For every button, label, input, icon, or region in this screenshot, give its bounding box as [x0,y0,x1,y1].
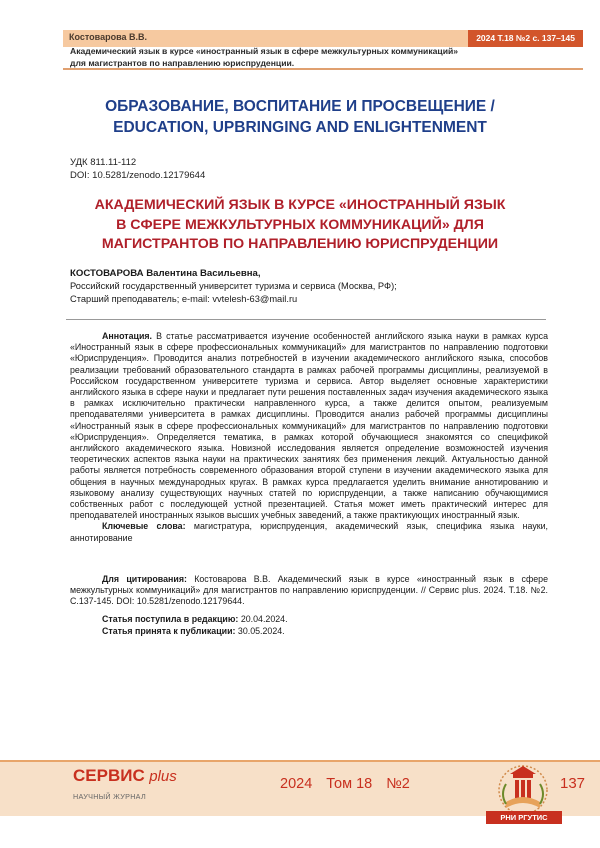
author-affiliation: Российский государственный университет туризма и сервиса (Москва, РФ); [70,281,397,291]
section-title [60,96,540,138]
keywords-text: магистратура, юриспруденция, академический язык, специфика языка науки, аннотирование [70,521,549,543]
divider [66,319,546,320]
header-issue-badge: 2024 Т.18 №2 с. 137–145 [468,30,583,47]
header-band [63,30,583,47]
issue-info [280,776,420,792]
accepted-label: Статья принята к публикации: [102,625,236,636]
received-date [102,614,288,626]
journal-logo [73,766,177,801]
header-author: Костоварова В.В. [69,32,147,42]
running-title-line2: для магистрантов по направлению юриспруденции. [70,57,295,68]
citation [70,574,548,608]
keywords [70,521,548,543]
abstract-paragraph [70,331,548,521]
issue-volume: Том 18 [326,776,373,792]
section-title-ru: ОБРАЗОВАНИЕ, ВОСПИТАНИЕ И ПРОСВЕЩЕНИЕ / [105,98,495,115]
running-title-line1: Академический язык в курсе «иностранный язык в сфере межкультурных коммуникаций» [70,46,459,56]
abstract-text: В статье рассматривается изучение особенностей английского языка науки в рамках курса «Иностранный язык в сфере профессиональных коммуникаций» для магистрантов по направлению подготовки «Юриспруденция». Проводится анализ потребностей в изучении академического английского языка, способов реализации требований образовательного стандарта в рамках рабочей программы дисциплины, реализуемой в Российском государственном университете туризма и сервиса. Автор выделяет основные характеристики английского языка в сфере науки и предлагает пути решения поставленных задач изучения академического языка в рамках исключительно практически направленного курса, а также делится опытом, реализуемым преподавателями университета в рамках дисциплины. Проводится анализ рабочей программы дисциплины «Иностранный язык в сфере профессиональных коммуникаций» для магистрантов по направлению подготовки «Юриспруденция». Определяется тематика, в рамках которой обучающиеся знакомятся со спецификой английского академического языка. Новизной исследования является определение возможностей изучения теоретических аспектов языка науки на практических занятиях без применения лекций. Актуальностью данной работы является потребность современного образования второй ступени в изучении академического языка для общения в научных международных кругах. В рамках курса предлагается уделить внимание аннотированию и языковому анализу существующих научных статей по юриспруденции, а также написанию обучающимися собственных работ с последующей устной презентацией. Статья может иметь практический интерес для преподавателей иностранных языков высших учебных заведений, а также практикующих иностранный язык. [70,331,548,521]
received-label: Статья поступила в редакцию: [102,614,239,624]
article-title-line2: В СФЕРЕ МЕЖКУЛЬТУРНЫХ КОММУНИКАЦИЙ» ДЛЯ [116,216,484,233]
logo-label: РНИ РГУТИС [486,811,562,824]
abstract-label: Аннотация. [102,331,152,341]
article-title [60,196,540,255]
accepted-date [102,626,288,638]
section-title-en: EDUCATION, UPBRINGING AND ENLIGHTENMENT [113,119,487,136]
abstract [70,331,548,544]
running-title [70,46,580,69]
article-dates [102,614,288,637]
author-block [70,267,550,306]
keywords-label: Ключевые слова: [102,521,186,532]
citation-label: Для цитирования: [102,574,187,584]
article-meta [70,157,205,182]
udc: УДК 811.11-112 [70,157,137,168]
received-value: 20.04.2024. [240,614,288,624]
doi: DOI: 10.5281/zenodo.12179644 [70,169,206,181]
issue-number: №2 [386,776,410,792]
journal-plus: plus [149,768,177,785]
author-position: Старший преподаватель; e-mail: vvtelesh-63@mail.ru [70,294,298,304]
issue-year: 2024 [280,776,313,792]
article-title-line3: МАГИСТРАНТОВ ПО НАПРАВЛЕНИЮ ЮРИСПРУДЕНЦИИ [101,236,499,252]
journal-subtitle: НАУЧНЫЙ ЖУРНАЛ [73,792,146,801]
article-title-line1: АКАДЕМИЧЕСКИЙ ЯЗЫК В КУРСЕ «ИНОСТРАННЫЙ ЯЗЫК [94,197,506,213]
author-name: КОСТОВАРОВА Валентина Васильевна, [70,268,261,279]
citation-paragraph [70,574,548,608]
page-number: 137 [560,775,586,792]
citation-text: Костоварова В.В. Академический язык в курсе «иностранный язык в сфере межкультурных коммуникаций» для магистрантов по направлению юриспруденции. // Сервис plus. 2024. Т.18. №2. С.137-145. DOI: 10.5281/zenodo.12179644. [70,574,548,607]
accepted-value: 30.05.2024. [237,625,285,636]
header-rule [63,68,583,70]
journal-name: СЕРВИС [73,766,145,785]
